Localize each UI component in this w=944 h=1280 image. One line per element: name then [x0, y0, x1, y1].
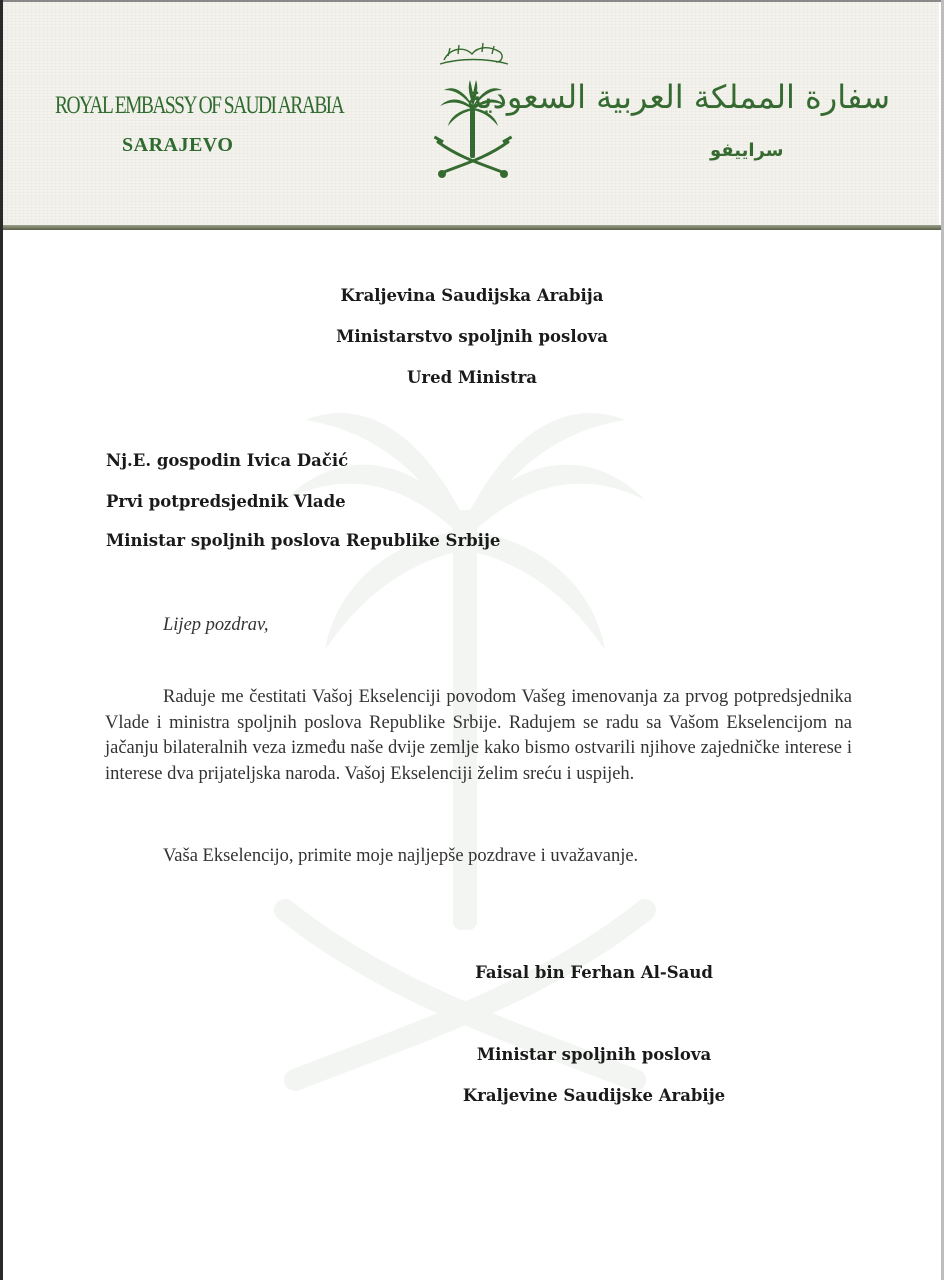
greeting: Lijep pozdrav, — [163, 615, 269, 635]
recipient-title: Ministar spoljnih poslova Republike Srbije — [106, 531, 501, 550]
heading-country: Kraljevina Saudijska Arabija — [340, 286, 604, 305]
recipient-title: Prvi potpredsjednik Vlade — [106, 492, 346, 511]
header-divider — [3, 225, 941, 230]
signatory-title: Kraljevine Saudijske Arabije — [462, 1086, 726, 1105]
embassy-city: SARAJEVO — [122, 134, 234, 156]
embassy-name-arabic: سفارة المملكة العربية السعودية — [466, 78, 890, 116]
signatory-title: Ministar spoljnih poslova — [476, 1045, 712, 1064]
letter-body: Raduje me čestitati Vašoj Ekselenciji povodom Vašeg imenovanja za prvog potpredsjednika Vlade i ministra spoljnih poslova Republike Srbije. Radujem se radu sa Vašom Ekselencijom na jačanju bilateralnih veza između naše dvije zemlje kako bismo ostvarili njihove zajedničke interese i interese dva prijateljska naroda. Vašoj Ekselenciji želim sreću i uspijeh. — [105, 687, 852, 784]
embassy-name: ROYAL EMBASSY OF SAUDI ARABIA — [55, 92, 344, 119]
heading-office: Ured Ministra — [407, 368, 537, 387]
heading-ministry: Ministarstvo spoljnih poslova — [336, 327, 608, 346]
recipient-name: Nj.E. gospodin Ivica Dačić — [106, 451, 349, 470]
closing-line: Vaša Ekselencijo, primite moje najljepše pozdrave i uvažavanje. — [163, 846, 639, 866]
signatory-name: Faisal bin Ferhan Al-Saud — [475, 963, 713, 982]
embassy-city-arabic: سراييفو — [710, 140, 784, 161]
